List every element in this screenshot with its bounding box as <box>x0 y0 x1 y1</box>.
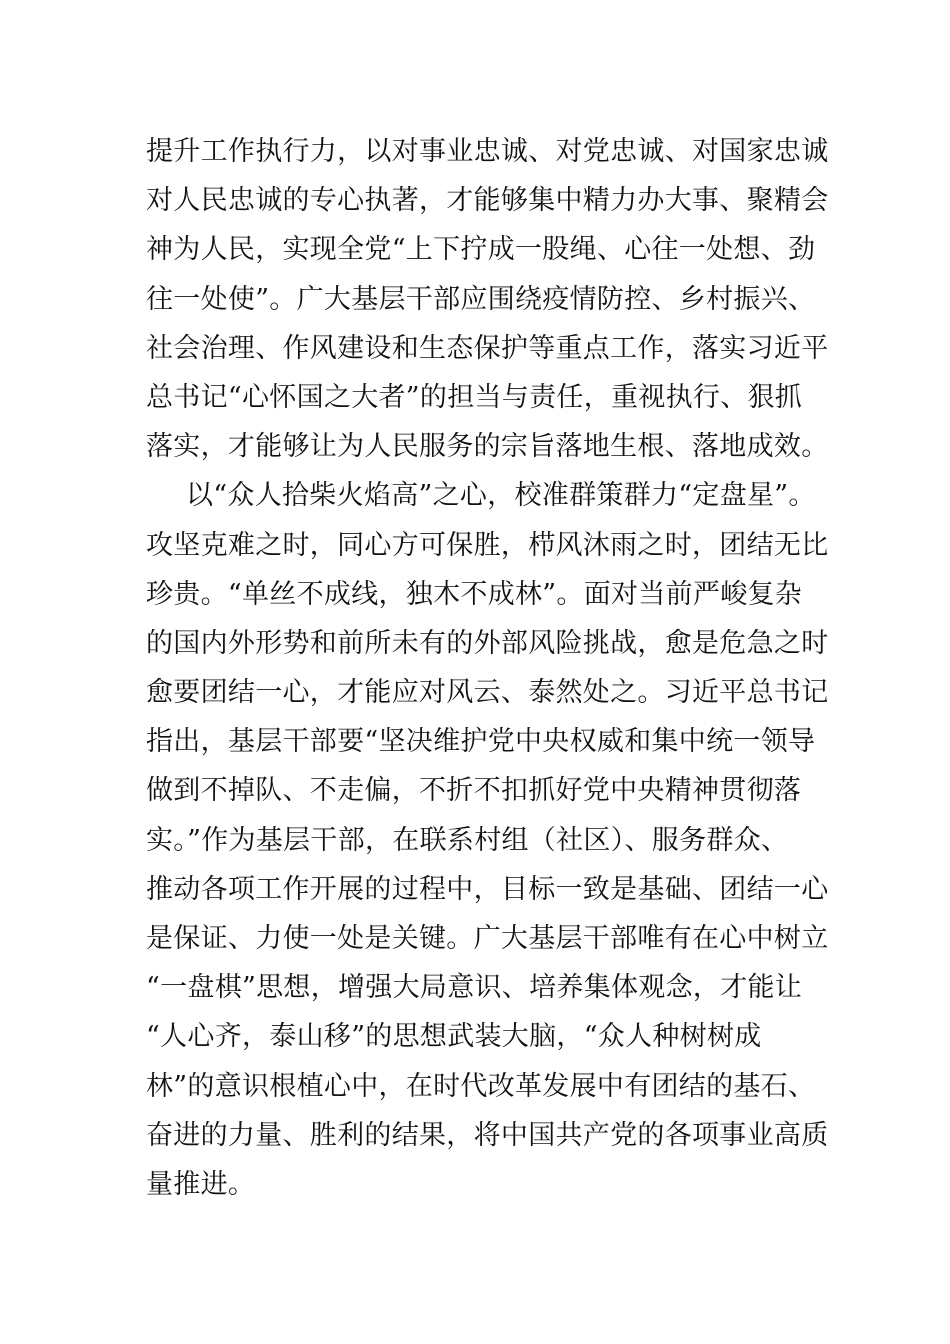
paragraph-first-line: 以“众人拾柴火焰高”之心，校准群策群力“定盘星”。 <box>186 480 816 512</box>
paragraph-line: 落实，才能够让为人民服务的宗旨落地生根、落地成效。 <box>146 431 829 463</box>
paragraph-line: 神为人民，实现全党“上下拧成一股绳、心往一处想、劲 <box>146 234 816 266</box>
paragraph-line: 总书记“心怀国之大者”的担当与责任，重视执行、狠抓 <box>146 381 803 413</box>
paragraph-line: 指出，基层干部要“坚决维护党中央权威和集中统一领导 <box>146 726 816 758</box>
paragraph-2 <box>146 471 846 1209</box>
paragraph-line: 是保证、力使一处是关键。广大基层干部唯有在心中树立 <box>146 923 829 954</box>
paragraph-line: 实。”作为基层干部，在联系村组（社区）、服务群众、 <box>146 824 789 856</box>
paragraph-line: 愈要团结一心，才能应对风云、泰然处之。习近平总书记 <box>146 677 829 709</box>
paragraph-line: 往一处使”。广大基层干部应围绕疫情防控、乡村振兴、 <box>146 283 816 315</box>
paragraph-line: 对人民忠诚的专心执著，才能够集中精力办大事、聚精会 <box>146 185 829 217</box>
paragraph-line: 攻坚克难之时，同心方可保胜，栉风沐雨之时，团结无比 <box>146 529 829 561</box>
document-body <box>146 127 846 1209</box>
paragraph-line: 提升工作执行力，以对事业忠诚、对党忠诚、对国家忠诚 <box>146 136 829 167</box>
paragraph-line: 奋进的力量、胜利的结果，将中国共产党的各项事业高质 <box>146 1119 829 1151</box>
paragraph-line: 的国内外形势和前所未有的外部风险挑战，愈是危急之时 <box>146 627 829 659</box>
paragraph-line: “一盘棋”思想，增强大局意识、培养集体观念，才能让 <box>146 972 803 1004</box>
paragraph-line: 推动各项工作开展的过程中，目标一致是基础、团结一心 <box>146 873 829 905</box>
paragraph-line: 做到不掉队、不走偏，不折不扣抓好党中央精神贯彻落 <box>146 775 802 807</box>
paragraph-line: 社会治理、作风建设和生态保护等重点工作，落实习近平 <box>146 332 829 364</box>
paragraph-1 <box>146 127 846 471</box>
paragraph-line: 量推进。 <box>146 1168 256 1200</box>
paragraph-line: 林”的意识根植心中，在时代改革发展中有团结的基石、 <box>146 1070 816 1102</box>
paragraph-line: “人心齐，泰山移”的思想武装大脑，“众人种树树成 <box>146 1021 762 1053</box>
paragraph-line: 珍贵。“单丝不成线，独木不成林”。面对当前严峻复杂 <box>146 578 803 610</box>
